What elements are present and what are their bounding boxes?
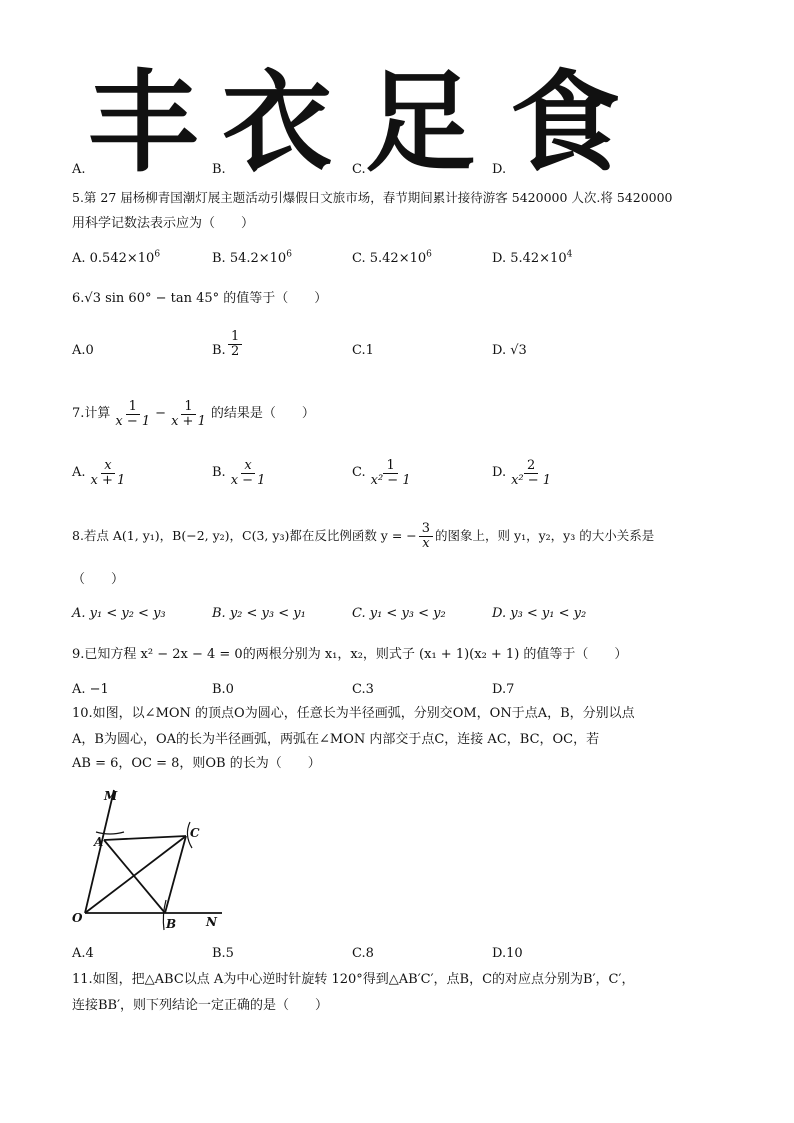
- label-b: B: [166, 917, 177, 931]
- q10-stem-line2: A，B为圆心，OA的长为半径画弧，两弧在∠MON 内部交于点C，连接 AC，BC，OC，若: [72, 732, 600, 747]
- q10-option-b: B.5: [212, 946, 234, 961]
- q6-stem: 6.√3 sin 60° − tan 45° 的值等于（ ）: [72, 291, 328, 306]
- q8-option-c: C. y₁ < y₃ < y₂: [352, 606, 446, 621]
- q8-option-b: B. y₂ < y₃ < y₁: [212, 606, 306, 621]
- q8-option-d: D. y₃ < y₁ < y₂: [492, 606, 587, 621]
- q8-option-a: A. y₁ < y₂ < y₃: [72, 606, 166, 621]
- q9-stem: 9.已知方程 x² − 2x − 4 = 0的两根分别为 x₁，x₂，则式子 (x₁ + 1)(x₂ + 1) 的值等于（ ）: [72, 647, 628, 662]
- q5-stem-line2: 用科学记数法表示应为（ ）: [72, 216, 255, 231]
- q4-option-d-label: D.: [492, 162, 507, 177]
- label-n: N: [206, 915, 217, 929]
- q10-option-d: D.10: [492, 946, 523, 961]
- q10-stem-line3: AB = 6，OC = 8，则OB 的长为（ ）: [72, 756, 321, 771]
- q4-option-b-label: B.: [212, 162, 226, 177]
- q7-option-b: B. $\frac{x}{x - 1}$: [212, 457, 266, 488]
- q7-option-d: D. $\frac{2}{\text{x² − 1}}$: [492, 457, 552, 488]
- arc-near-a: [96, 832, 124, 834]
- option-c-character: 足: [365, 59, 475, 187]
- segment-bc: [165, 836, 186, 913]
- segment-ab: [104, 840, 165, 913]
- q8-stem: 8.若点 A(1, y₁)，B(−2, y₂)，C(3, y₃)都在反比例函数 y = − $\frac{3}{x}$ 的图象上，则 y₁，y₂，y₃ 的大小关系是: [72, 520, 655, 551]
- label-m: M: [104, 789, 118, 803]
- q10-option-a: A.4: [72, 946, 94, 961]
- label-a: A: [94, 835, 104, 849]
- q6-option-b-label: B.: [212, 343, 226, 358]
- q6-option-b-fraction: $\frac{1}{2}$: [226, 330, 244, 359]
- q7-option-c: C. $\frac{1}{\text{x² − 1}}$: [352, 457, 411, 488]
- q5-option-b: B. $54.2\times 10^6$: [212, 249, 292, 266]
- q9-option-b: B.0: [212, 682, 234, 697]
- q10-geometry-figure: [62, 780, 232, 940]
- option-a-character: 丰: [88, 59, 198, 187]
- q5-stem-line1: 5.第 27 届杨柳青国潮灯展主题活动引爆假日文旅市场，春节期间累计接待游客 5420000 人次.将 5420000: [72, 190, 673, 205]
- q5-option-a: A. $0.542\times 10^6$: [72, 249, 161, 266]
- q10-stem-line1: 10.如图，以∠MON 的顶点O为圆心，任意长为半径画弧，分别交OM，ON于点A，B，分别以点: [72, 706, 635, 721]
- q9-option-d: D.7: [492, 682, 515, 697]
- q6-option-c: C.1: [352, 343, 374, 358]
- segment-ac: [104, 836, 186, 840]
- q9-option-a: A. −1: [72, 682, 109, 697]
- q11-stem-line1: 11.如图，把△ABC以点 A为中心逆时针旋转 120°得到△AB′C′，点B，C的对应点分别为B′，C′，: [72, 972, 635, 987]
- q10-option-c: C.8: [352, 946, 374, 961]
- q5-option-d: D. $5.42\times 10^4$: [492, 249, 573, 266]
- q6-option-a: A.0: [72, 343, 94, 358]
- q4-option-c-label: C.: [352, 162, 366, 177]
- q7-option-a: A. $\frac{x}{x + 1}$: [72, 457, 126, 488]
- q6-option-d: D. √3: [492, 343, 527, 358]
- q8-answer-paren: （ ）: [72, 572, 125, 587]
- q5-option-c: C. $5.42\times 10^6$: [352, 249, 432, 266]
- label-c: C: [190, 826, 200, 840]
- q4-option-a-label: A.: [72, 162, 86, 177]
- option-b-character: 衣: [222, 59, 332, 187]
- q7-stem: 7.计算 $\frac{1}{x - 1}$ − $\frac{1}{x + 1}$ 的结果是（ ）: [72, 398, 315, 429]
- q11-stem-line2: 连接BB′，则下列结论一定正确的是（ ）: [72, 998, 329, 1013]
- option-d-character: 食: [510, 59, 620, 187]
- label-o: O: [72, 911, 83, 925]
- q9-option-c: C.3: [352, 682, 374, 697]
